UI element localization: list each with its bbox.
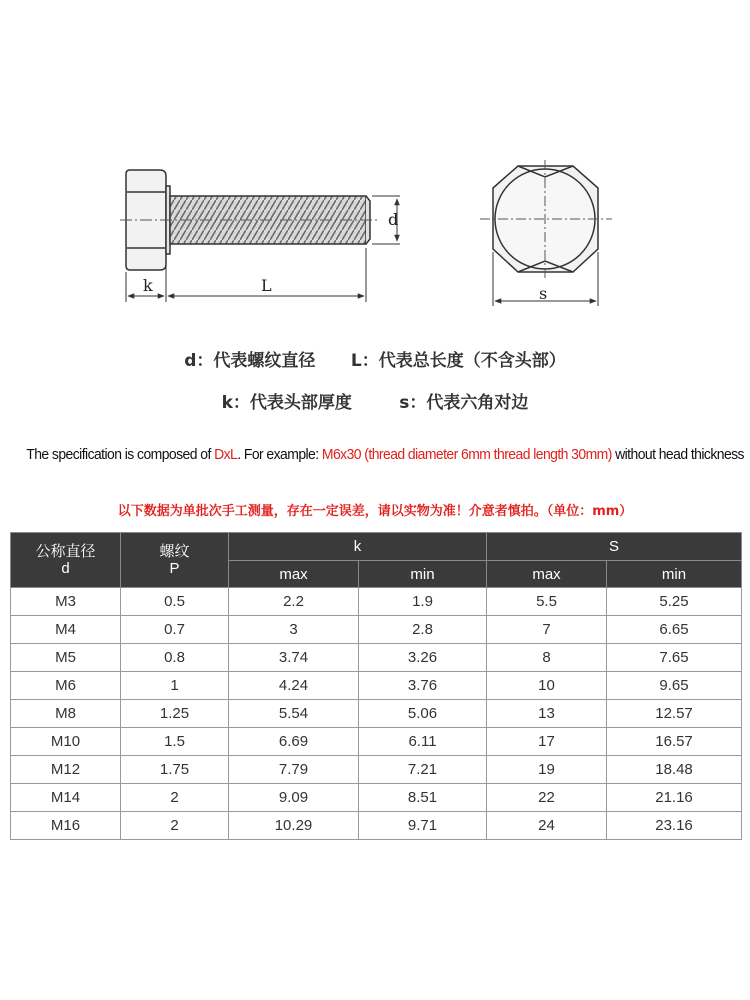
cell-d: M5 [11, 644, 121, 672]
cell-k-min: 3.26 [359, 644, 487, 672]
cell-k-min: 3.76 [359, 672, 487, 700]
table-body [11, 588, 742, 840]
cell-p: 1.75 [121, 756, 229, 784]
cell-p: 2 [121, 812, 229, 840]
cell-s-min: 16.57 [607, 728, 742, 756]
cell-p: 0.5 [121, 588, 229, 616]
bolt-technical-drawing [0, 0, 750, 320]
cell-s-min: 21.16 [607, 784, 742, 812]
header-s-max: max [487, 561, 607, 588]
s-label: s [539, 284, 548, 303]
spec-dxl: DxL [214, 446, 238, 463]
cell-s-min: 23.16 [607, 812, 742, 840]
cell-k-min: 7.21 [359, 756, 487, 784]
cell-p: 0.8 [121, 644, 229, 672]
cell-s-max: 22 [487, 784, 607, 812]
cell-k-max: 3 [229, 616, 359, 644]
cell-d: M3 [11, 588, 121, 616]
cell-k-max: 5.54 [229, 700, 359, 728]
cell-p: 1.5 [121, 728, 229, 756]
header-s: S [487, 533, 742, 561]
cell-s-max: 8 [487, 644, 607, 672]
cell-d: M16 [11, 812, 121, 840]
cell-s-max: 19 [487, 756, 607, 784]
cell-p: 0.7 [121, 616, 229, 644]
table-row [11, 644, 742, 672]
cell-s-min: 6.65 [607, 616, 742, 644]
cell-p: 1.25 [121, 700, 229, 728]
cell-p: 1 [121, 672, 229, 700]
legend-line-2 [0, 388, 750, 413]
cell-p: 2 [121, 784, 229, 812]
legend-line-1 [0, 346, 750, 371]
cell-d: M6 [11, 672, 121, 700]
header-k-min: min [359, 561, 487, 588]
header-k-max: max [229, 561, 359, 588]
header-s-min: min [607, 561, 742, 588]
cell-k-max: 2.2 [229, 588, 359, 616]
dimension-table [10, 532, 742, 840]
legend-k: k：代表头部厚度 [221, 393, 352, 413]
cell-s-min: 12.57 [607, 700, 742, 728]
cell-s-min: 18.48 [607, 756, 742, 784]
cell-k-max: 3.74 [229, 644, 359, 672]
cell-k-min: 1.9 [359, 588, 487, 616]
table-row [11, 672, 742, 700]
cell-k-min: 6.11 [359, 728, 487, 756]
cell-s-max: 5.5 [487, 588, 607, 616]
table-row [11, 728, 742, 756]
cell-s-max: 10 [487, 672, 607, 700]
header-nominal-diameter: 公称直径 d [11, 533, 121, 588]
cell-k-min: 9.71 [359, 812, 487, 840]
d-label: d [388, 210, 399, 229]
cell-s-max: 17 [487, 728, 607, 756]
cell-s-max: 13 [487, 700, 607, 728]
spec-example: M6x30 (thread diameter 6mm thread length 30mm) [321, 446, 612, 463]
cell-s-min: 7.65 [607, 644, 742, 672]
table-row [11, 784, 742, 812]
legend-L: L：代表总长度（不含头部） [350, 351, 566, 371]
spec-description: The specification is composed of DxL. For example: M6x30 (thread diameter 6mm thread length 30mm) without head thickness [26, 446, 744, 463]
table-row [11, 812, 742, 840]
legend-s: s：代表六角对边 [399, 393, 529, 413]
cell-k-max: 10.29 [229, 812, 359, 840]
cell-d: M4 [11, 616, 121, 644]
legend-d: d：代表螺纹直径 [184, 351, 316, 371]
table-row [11, 616, 742, 644]
measurement-warning: 以下数据为单批次手工测量，存在一定误差，请以实物为准！介意者慎拍。（单位：mm） [117, 504, 633, 519]
table-row [11, 700, 742, 728]
cell-k-min: 8.51 [359, 784, 487, 812]
cell-s-min: 5.25 [607, 588, 742, 616]
cell-k-max: 6.69 [229, 728, 359, 756]
cell-d: M8 [11, 700, 121, 728]
cell-k-min: 5.06 [359, 700, 487, 728]
cell-k-max: 7.79 [229, 756, 359, 784]
cell-k-max: 4.24 [229, 672, 359, 700]
cell-d: M10 [11, 728, 121, 756]
cell-k-min: 2.8 [359, 616, 487, 644]
table-row [11, 588, 742, 616]
cell-d: M14 [11, 784, 121, 812]
header-pitch: 螺纹 P [121, 533, 229, 588]
cell-d: M12 [11, 756, 121, 784]
k-label: k [143, 276, 153, 295]
cell-s-min: 9.65 [607, 672, 742, 700]
cell-s-max: 7 [487, 616, 607, 644]
cell-k-max: 9.09 [229, 784, 359, 812]
cell-s-max: 24 [487, 812, 607, 840]
table-row [11, 756, 742, 784]
header-k: k [229, 533, 487, 561]
L-label: L [261, 276, 272, 295]
